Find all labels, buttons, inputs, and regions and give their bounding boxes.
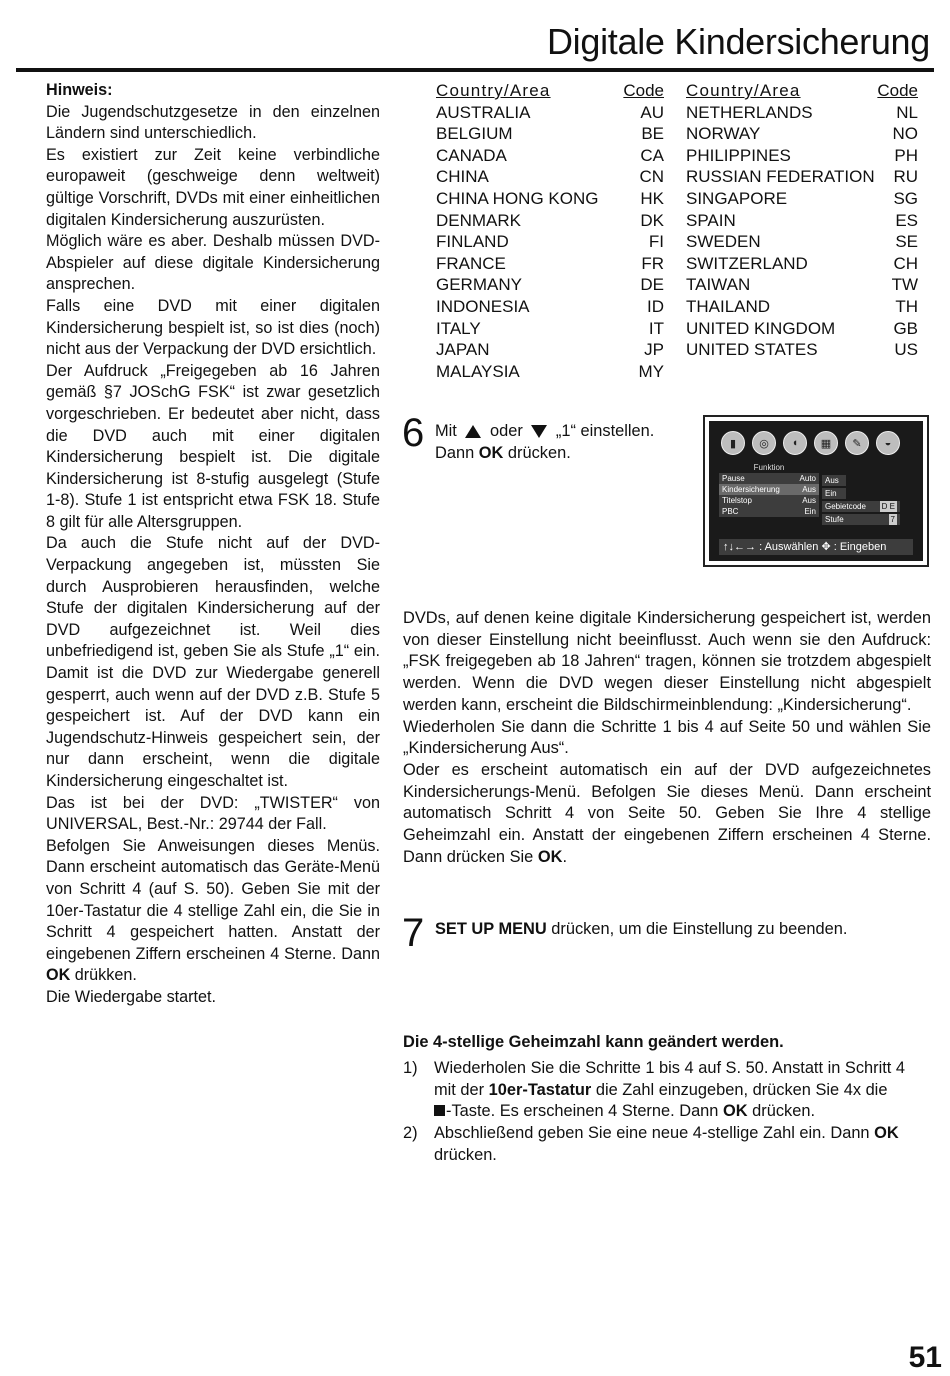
country-name: INDONESIA	[436, 296, 530, 316]
country-name: THAILAND	[686, 296, 771, 316]
stop-square-icon	[434, 1105, 445, 1116]
country-code: MY	[638, 361, 664, 381]
note-heading: Hinweis:	[46, 81, 113, 99]
country-code: SE	[895, 232, 918, 252]
title-rule	[16, 68, 934, 72]
osd-gebietcode-row	[822, 501, 900, 512]
country-code: JP	[644, 340, 664, 360]
info-text: Oder es erscheint automatisch ein auf der DVD aufgezeichnetes Kindersicherungs-Menü. Befolgen Sie dieses Menü. Dann erscheint automatisch Schritt 4 von Seite 50. Geben Sie Ihre 4 stellige Geheimzahl ein. Anstatt der eingebenen Ziffern erscheinen 4 Sterne. Dann drücken Sie	[403, 760, 931, 866]
note-paragraph: Falls eine DVD mit einer digitalen Kindersicherung bespielt ist, so ist dies (noch) nicht aus der Verpackung der DVD ersichtlich.	[46, 296, 380, 359]
col-country-header: Country/Area	[436, 81, 551, 100]
country-name: SWITZERLAND	[686, 253, 808, 273]
country-name: CHINA HONG KONG	[436, 188, 599, 208]
osd-sub-option: Ein	[822, 488, 846, 499]
table-row	[436, 166, 664, 188]
country-code: DK	[640, 210, 664, 230]
note-section	[46, 80, 380, 1009]
settings-icon: ✎	[845, 431, 869, 455]
list-text-part: Abschließend geben Sie eine neue 4-stellige Zahl ein. Dann	[434, 1124, 870, 1143]
list-text-part: Wiederholen Sie die Schritte 1 bis 4 auf S. 50. Anstatt in Schritt 4 mit der	[434, 1059, 906, 1099]
country-code: NL	[896, 102, 918, 122]
table-row	[436, 231, 664, 253]
osd-footer	[719, 539, 913, 555]
arrow-keys-icon: ↑↓←→	[723, 541, 756, 553]
step-text: „1“ einstellen.	[555, 422, 655, 440]
osd-row-label: Titelstop	[722, 496, 752, 505]
country-name: TAIWAN	[686, 275, 751, 295]
note-paragraph: Die Jugendschutzgesetze in den einzelnen Ländern sind unterschiedlich.	[46, 102, 380, 143]
info-text: .	[562, 847, 568, 866]
note-paragraph: Der Aufdruck „Freigegeben ab 16 Jahren gemäß §7 JOSchG FSK“ ist zwar gesetzlich vorgeschrieben. Er bedeutet aber nicht, dass die DVD auch mit einer digitalen Kindersicherung bespielt ist. Die digitale Kindersicherung ist 8-stufig ausgelegt (Stufe 1-8). Stufe 1 ist entspricht etwa FSK 18. Stufe 8 gilt für alle Altersgruppen.	[46, 361, 380, 531]
country-name: UNITED KINGDOM	[686, 318, 836, 338]
osd-row-value: Ein	[804, 507, 816, 516]
speaker-icon: ◖	[783, 431, 807, 455]
page-number: 51	[908, 1341, 942, 1374]
country-code: FR	[641, 253, 664, 273]
table-row	[436, 123, 664, 145]
osd-enter-hint: : Eingeben	[833, 541, 887, 553]
country-code: TH	[895, 296, 918, 316]
disc-icon: ◎	[752, 431, 776, 455]
setup-menu-key-label: SET UP MENU	[435, 920, 547, 938]
osd-row-value: Aus	[802, 496, 816, 505]
note-paragraph: Das ist bei der DVD: „TWISTER“ von UNIVERSAL, Best.-Nr.: 29744 der Fall.	[46, 793, 380, 834]
lips-icon: ◒	[876, 431, 900, 455]
table-row	[436, 253, 664, 275]
osd-menu-row	[719, 506, 819, 517]
country-code: GB	[893, 318, 918, 338]
osd-background	[709, 421, 923, 561]
table-row	[436, 102, 664, 124]
osd-row-value: Auto	[799, 474, 816, 483]
note-paragraph: Die Wiedergabe startet.	[46, 987, 217, 1006]
table-row	[686, 339, 918, 361]
country-code: US	[894, 340, 918, 360]
list-text-part: drücken.	[434, 1145, 497, 1164]
country-code: NO	[892, 124, 918, 144]
country-code: ID	[647, 296, 664, 316]
info-paragraphs	[403, 608, 931, 868]
list-text	[434, 1058, 931, 1123]
col-country-header: Country/Area	[686, 81, 801, 100]
table-row	[686, 318, 918, 340]
osd-sub-label: Gebietcode	[825, 502, 866, 511]
osd-function-menu	[719, 462, 819, 517]
osd-row-label: Pause	[722, 474, 745, 483]
country-name: FINLAND	[436, 232, 509, 252]
list-item	[403, 1123, 931, 1166]
step-number: 6	[402, 411, 425, 455]
country-code: TW	[891, 275, 918, 295]
osd-submenu	[822, 475, 900, 527]
country-code: BE	[641, 124, 664, 144]
osd-screen	[703, 415, 929, 567]
table-row	[436, 145, 664, 167]
osd-menu-row	[719, 473, 819, 484]
note-paragraph: Möglich wäre es aber. Deshalb müssen DVD-Abspieler auf diese digitale Kindersicherung ansprechen.	[46, 232, 380, 294]
table-header	[436, 80, 664, 102]
country-code: HK	[640, 188, 664, 208]
osd-sub-value: D E	[881, 502, 895, 511]
table-row	[686, 231, 918, 253]
osd-sub-label: Stufe	[825, 515, 844, 524]
list-number: 2)	[403, 1124, 418, 1143]
country-code: CA	[640, 145, 664, 165]
table-row	[686, 253, 918, 275]
table-row	[686, 188, 918, 210]
page-title: Digitale Kindersicherung	[546, 21, 930, 62]
change-pin-heading: Die 4-stellige Geheimzahl kann geändert werden.	[403, 1033, 784, 1051]
table-row	[686, 145, 918, 167]
enter-key-icon: ✥	[821, 541, 831, 553]
osd-icon-bar	[721, 431, 900, 455]
country-name: NORWAY	[686, 124, 761, 144]
note-paragraph	[46, 836, 380, 987]
step-text: drücken.	[507, 444, 571, 462]
info-paragraph	[403, 760, 931, 869]
list-text-part: drücken.	[752, 1102, 816, 1121]
list-text-part: die Zahl einzugeben, drücken Sie 4x die	[595, 1080, 888, 1099]
col-code-header: Code	[623, 81, 664, 100]
ok-key-label: OK	[478, 444, 504, 462]
country-name: MALAYSIA	[436, 361, 520, 381]
country-code: DE	[640, 275, 664, 295]
osd-menu-title: Funktion	[719, 462, 819, 473]
table-row	[686, 210, 918, 232]
osd-menu-row	[719, 495, 819, 506]
step-text: Mit	[435, 422, 457, 440]
country-name: UNITED STATES	[686, 340, 818, 360]
step7-text	[435, 918, 931, 940]
country-name: ITALY	[436, 318, 481, 338]
country-code: PH	[894, 145, 918, 165]
ok-key-label: OK	[537, 847, 563, 866]
table-row	[436, 274, 664, 296]
table-header	[686, 80, 918, 102]
osd-select-hint: : Auswählen	[759, 541, 819, 553]
ok-key-label: OK	[46, 966, 71, 985]
table-row	[686, 123, 918, 145]
osd-menu-row-selected	[719, 484, 819, 495]
note-paragraph: Da auch die Stufe nicht auf der DVD-Verpackung angegeben ist, müssten Sie durch Ausprobieren herausfinden, welche Stufe der digitalen Kindersicherung auf der DVD aufgezeichnet ist. Weil dies unbefriedigend ist, geben Sie als Stufe „1“ ein. Damit ist die DVD zur Wiedergabe generell gesperrt, auch wenn auf der DVD z.B. Stufe 5 gespeichert ist. Auf der DVD kann ein Jugendschutz-Hinweis gespeichert sein, der nur dann erscheint, wenn die digitale Kindersicherung eingeschaltet ist.	[46, 534, 380, 790]
note-text: Befolgen Sie Anweisungen dieses Menüs. Dann erscheint automatisch das Geräte-Menü von Schritt 4 (auf S. 50). Geben Sie mit der 10er-Tastatur die 4 stellige Zahl ein, die Sie in Schritt 4 gespeichert hatten. Anstatt der eingebenen Ziffern erscheinen 4 Sterne. Dann	[46, 836, 380, 963]
country-name: BELGIUM	[436, 124, 513, 144]
country-code: FI	[648, 232, 664, 252]
table-row	[436, 339, 664, 361]
list-text-part: -Taste. Es erscheinen 4 Sterne. Dann	[446, 1102, 719, 1121]
ok-key-label: OK	[874, 1124, 899, 1143]
country-name: JAPAN	[436, 340, 490, 360]
country-code: ES	[895, 210, 918, 230]
table-row	[436, 296, 664, 318]
table-row	[436, 361, 664, 383]
step-number: 7	[402, 911, 425, 955]
list-item	[403, 1058, 931, 1123]
list-text	[434, 1123, 931, 1166]
country-name: RUSSIAN FEDERATION	[686, 167, 875, 187]
country-code: IT	[648, 318, 664, 338]
table-body	[686, 102, 918, 361]
step-text: Dann	[435, 444, 475, 462]
film-icon: ▮	[721, 431, 745, 455]
country-name: NETHERLANDS	[686, 102, 813, 122]
info-paragraph: Wiederholen Sie dann die Schritte 1 bis 4 auf Seite 50 und wählen Sie „Kindersicherung Aus“.	[403, 717, 931, 758]
table-row	[686, 166, 918, 188]
note-text: drükken.	[74, 966, 137, 985]
osd-row-label: Kindersicherung	[722, 485, 780, 494]
grid-icon: ▦	[814, 431, 838, 455]
table-row	[436, 210, 664, 232]
table-row	[686, 102, 918, 124]
info-paragraph: DVDs, auf denen keine digitale Kindersicherung gespeichert ist, werden von dieser Einstellung nicht beeinflusst. Auch wenn sie den Aufdruck: „FSK freigegeben ab 18 Jahren“ tragen, können sie trotzdem abgespielt werden. Wenn die DVD wegen dieser Einstellung nicht abgespielt werden kann, erscheint die Bildschirmeinblendung: „Kindersicherung“.	[403, 609, 931, 714]
note-paragraph: Es existiert zur Zeit keine verbindliche europaweit (geschweige denn weltweit) gültige Vorschrift, DVDs mit einer einheitlichen digitalen Kindersicherung auszurüsten.	[46, 145, 380, 229]
country-table-left	[436, 80, 664, 382]
country-code: AU	[640, 102, 664, 122]
country-name: CANADA	[436, 145, 507, 165]
step6-text	[435, 420, 685, 464]
country-code: CN	[639, 167, 664, 187]
country-code: RU	[893, 167, 918, 187]
osd-stufe-row	[822, 514, 900, 525]
step-text: drücken, um die Einstellung zu beenden.	[551, 920, 848, 938]
table-row	[686, 296, 918, 318]
osd-row-label: PBC	[722, 507, 739, 516]
country-table-right	[686, 80, 918, 361]
change-pin-list	[403, 1058, 931, 1167]
list-number: 1)	[403, 1059, 418, 1077]
osd-sub-value: 7	[890, 515, 895, 524]
country-name: SINGAPORE	[686, 188, 788, 208]
country-name: FRANCE	[436, 253, 506, 273]
osd-row-value: Aus	[802, 485, 816, 494]
osd-sub-option: Aus	[822, 475, 846, 486]
keypad-label: 10er-Tastatur	[488, 1080, 592, 1099]
country-name: CHINA	[436, 167, 489, 187]
country-name: GERMANY	[436, 275, 522, 295]
ok-key-label: OK	[722, 1102, 748, 1121]
country-name: PHILIPPINES	[686, 145, 791, 165]
country-name: SPAIN	[686, 210, 736, 230]
down-triangle-icon	[531, 425, 547, 438]
table-row	[436, 188, 664, 210]
col-code-header: Code	[877, 81, 918, 100]
table-row	[436, 318, 664, 340]
country-name: AUSTRALIA	[436, 102, 531, 122]
country-code: CH	[893, 253, 918, 273]
up-triangle-icon	[465, 425, 481, 438]
country-name: SWEDEN	[686, 232, 761, 252]
table-body	[436, 102, 664, 383]
country-code: SG	[893, 188, 918, 208]
table-row	[686, 274, 918, 296]
step-text: oder	[489, 422, 523, 440]
country-name: DENMARK	[436, 210, 522, 230]
